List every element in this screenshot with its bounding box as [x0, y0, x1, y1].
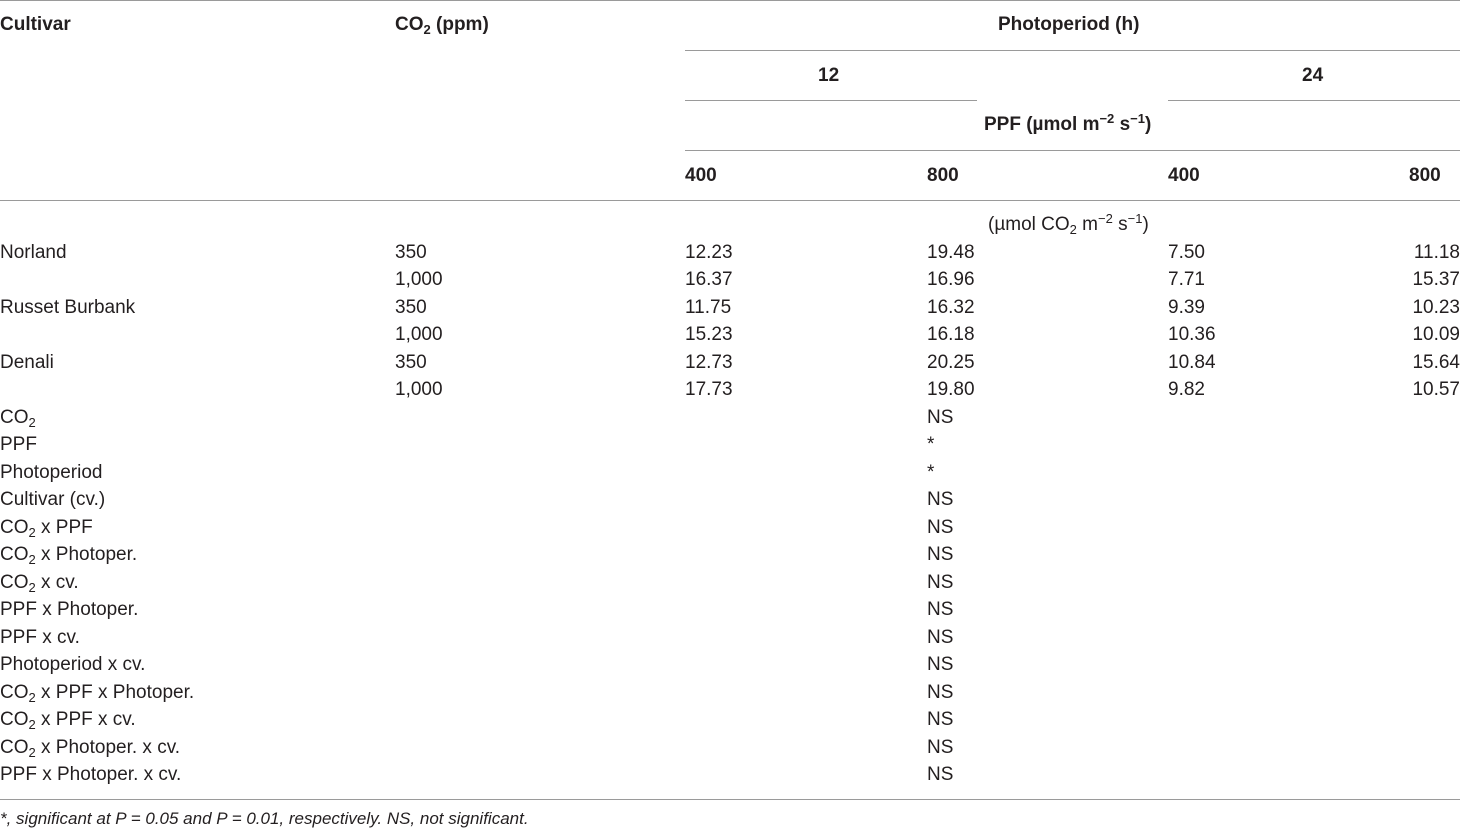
value-cell: 9.39: [1168, 297, 1205, 318]
co2-cell: 350: [395, 242, 427, 263]
cultivar-cell: Denali: [0, 352, 54, 373]
header-photoperiod-24: 24: [1302, 65, 1324, 86]
effect-significance: NS: [927, 654, 954, 675]
value-cell: 11.75: [685, 297, 732, 318]
table-row: [0, 242, 1460, 269]
value-cell: 16.32: [927, 297, 975, 318]
table-row: [0, 297, 1460, 324]
effect-label: PPF x Photoper.: [0, 599, 139, 620]
value-cell: 19.80: [927, 379, 975, 400]
co2-cell: 350: [395, 352, 427, 373]
value-cell: 20.25: [927, 352, 975, 373]
value-cell: 11.18: [1413, 242, 1460, 263]
effect-label: $CO_2$ x cv.: [0, 572, 79, 595]
table-row: [0, 324, 1460, 351]
effect-label: PPF x Photoper. x cv.: [0, 764, 182, 785]
effect-label: Photoperiod x cv.: [0, 654, 146, 675]
photoperiod-12-rule: [685, 100, 977, 101]
effect-label: Cultivar (cv.): [0, 489, 106, 510]
photoperiod-rule: [685, 50, 1460, 51]
value-cell: 10.57: [1412, 379, 1460, 400]
effect-label: $CO_2$ x Photoper.: [0, 544, 138, 567]
header-col-400-24h: 400: [1168, 165, 1200, 186]
header-photoperiod: Photoperiod (h): [998, 14, 1140, 35]
table-row: [0, 379, 1460, 406]
value-cell: 9.82: [1168, 379, 1205, 400]
effect-label: PPF: [0, 434, 37, 455]
units-label: (µmol $CO_2$ $m^{-2}$ $s^{-1}$): [988, 211, 1149, 237]
value-cell: 10.84: [1168, 352, 1216, 373]
cultivar-cell: Norland: [0, 242, 67, 263]
value-cell: 19.48: [927, 242, 975, 263]
effect-significance: NS: [927, 517, 954, 538]
effect-label: $CO_2$ x PPF: [0, 517, 93, 540]
value-cell: 12.23: [685, 242, 733, 263]
effect-significance: NS: [927, 737, 954, 758]
effect-significance: NS: [927, 764, 954, 785]
table-row: [0, 269, 1460, 296]
value-cell: 15.64: [1412, 352, 1460, 373]
header-col-800-24h: 800: [1409, 165, 1441, 186]
header-cultivar: Cultivar: [0, 14, 71, 35]
header-co2: $CO_2$ (ppm): [395, 14, 489, 37]
effect-significance: NS: [927, 572, 954, 593]
header-bottom-rule: [0, 200, 1460, 201]
co2-cell: 1,000: [395, 379, 443, 400]
value-cell: 16.96: [927, 269, 975, 290]
header-photoperiod-12: 12: [818, 65, 840, 86]
table-footnote: *, significant at P = 0.05 and P = 0.01, respectively. NS, not significant.: [0, 809, 529, 828]
effect-significance: NS: [927, 709, 954, 730]
cultivar-cell: Russet Burbank: [0, 297, 136, 318]
photoperiod-24-rule: [1168, 100, 1460, 101]
effect-label: $CO_2$: [0, 407, 36, 430]
effect-significance: NS: [927, 489, 954, 510]
effect-significance: *: [927, 462, 935, 483]
table-row: [0, 352, 1460, 379]
header-col-800-12h: 800: [927, 165, 959, 186]
value-cell: 10.36: [1168, 324, 1216, 345]
effect-label: $CO_2$ x PPF x Photoper.: [0, 682, 195, 705]
value-cell: 16.37: [685, 269, 733, 290]
ppf-rule: [685, 150, 1460, 151]
table-top-rule: [0, 0, 1460, 1]
effect-significance: NS: [927, 627, 954, 648]
value-cell: 12.73: [685, 352, 733, 373]
effect-significance: *: [927, 434, 935, 455]
effect-significance: NS: [927, 682, 954, 703]
value-cell: 17.73: [685, 379, 733, 400]
value-cell: 7.71: [1168, 269, 1205, 290]
effect-label: PPF x cv.: [0, 627, 80, 648]
value-cell: 7.50: [1168, 242, 1205, 263]
value-cell: 15.37: [1412, 269, 1460, 290]
effect-label: $CO_2$ x PPF x cv.: [0, 709, 136, 732]
co2-cell: 350: [395, 297, 427, 318]
effect-significance: NS: [927, 544, 954, 565]
co2-cell: 1,000: [395, 324, 443, 345]
header-col-400-12h: 400: [685, 165, 717, 186]
co2-cell: 1,000: [395, 269, 443, 290]
value-cell: 10.23: [1412, 297, 1460, 318]
table-bottom-rule: [0, 799, 1460, 800]
value-cell: 10.09: [1412, 324, 1460, 345]
effect-significance: NS: [927, 407, 954, 428]
value-cell: 15.23: [685, 324, 733, 345]
header-ppf: PPF (µmol $m^{-2}$ $s^{-1}$): [984, 111, 1152, 135]
effect-label: Photoperiod: [0, 462, 103, 483]
effect-significance: NS: [927, 599, 954, 620]
effect-label: $CO_2$ x Photoper. x cv.: [0, 737, 181, 760]
value-cell: 16.18: [927, 324, 975, 345]
